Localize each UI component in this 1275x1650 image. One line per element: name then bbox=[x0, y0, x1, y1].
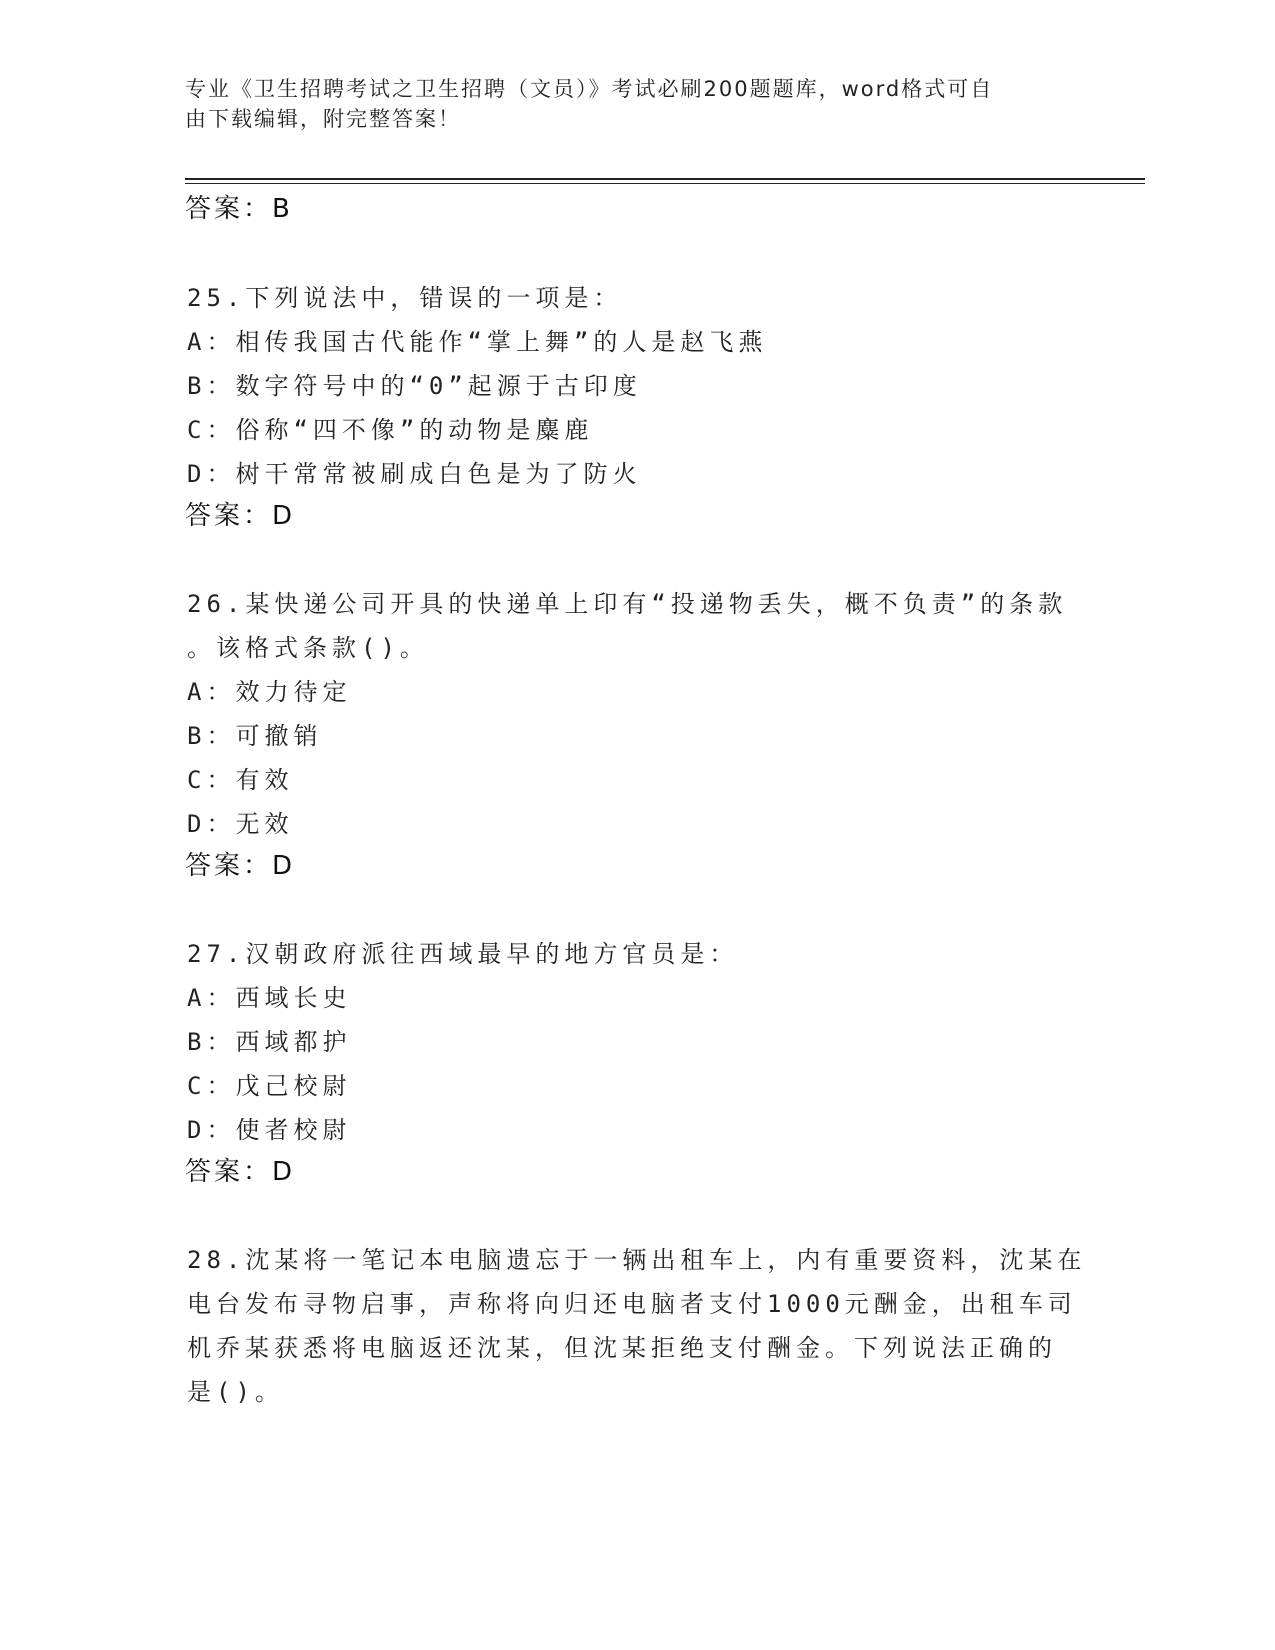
question-25-answer: 答案：D bbox=[185, 501, 296, 531]
question-27-option-a: A：西域长史 bbox=[187, 984, 352, 1012]
question-25-option-d: D：树干常常被刷成白色是为了防火 bbox=[187, 460, 642, 488]
question-26-stem-line-1: 26.某快递公司开具的快递单上印有“投递物丢失，概不负责”的条款 bbox=[187, 590, 1068, 618]
question-25-option-c: C：俗称“四不像”的动物是麋鹿 bbox=[187, 416, 594, 444]
previous-answer: 答案：B bbox=[185, 194, 293, 224]
question-26-stem-line-2: 。该格式条款()。 bbox=[187, 634, 429, 662]
question-27-option-d: D：使者校尉 bbox=[187, 1116, 352, 1144]
question-28-stem-line-4: 是()。 bbox=[187, 1378, 284, 1406]
question-26-option-c: C：有效 bbox=[187, 766, 294, 794]
question-27-answer: 答案：D bbox=[185, 1157, 296, 1187]
header-line-1: 专业《卫生招聘考试之卫生招聘（文员）》考试必刷200题题库，word格式可自 bbox=[185, 77, 994, 101]
header-line-2: 由下载编辑，附完整答案！ bbox=[185, 107, 461, 131]
question-25-stem: 25.下列说法中，错误的一项是： bbox=[187, 284, 623, 312]
question-26-option-d: D：无效 bbox=[187, 810, 294, 838]
header-divider-thin bbox=[185, 183, 1145, 184]
question-27-stem: 27.汉朝政府派往西域最早的地方官员是： bbox=[187, 940, 739, 968]
question-27-option-b: B：西域都护 bbox=[187, 1028, 352, 1056]
document-header bbox=[185, 74, 1065, 134]
question-26-option-a: A：效力待定 bbox=[187, 678, 352, 706]
header-divider-thick bbox=[185, 178, 1145, 180]
question-26-option-b: B：可撤销 bbox=[187, 722, 323, 750]
question-28-stem-line-1: 28.沈某将一笔记本电脑遗忘于一辆出租车上，内有重要资料，沈某在 bbox=[187, 1246, 1087, 1274]
question-26-answer: 答案：D bbox=[185, 851, 296, 881]
question-27-option-c: C：戊己校尉 bbox=[187, 1072, 352, 1100]
question-25-option-b: B：数字符号中的“0”起源于古印度 bbox=[187, 372, 642, 400]
question-25-option-a: A：相传我国古代能作“掌上舞”的人是赵飞燕 bbox=[187, 328, 768, 356]
question-28-stem-line-3: 机乔某获悉将电脑返还沈某，但沈某拒绝支付酬金。下列说法正确的 bbox=[187, 1334, 1057, 1362]
question-28-stem-line-2: 电台发布寻物启事，声称将向归还电脑者支付1000元酬金，出租车司 bbox=[187, 1290, 1077, 1318]
